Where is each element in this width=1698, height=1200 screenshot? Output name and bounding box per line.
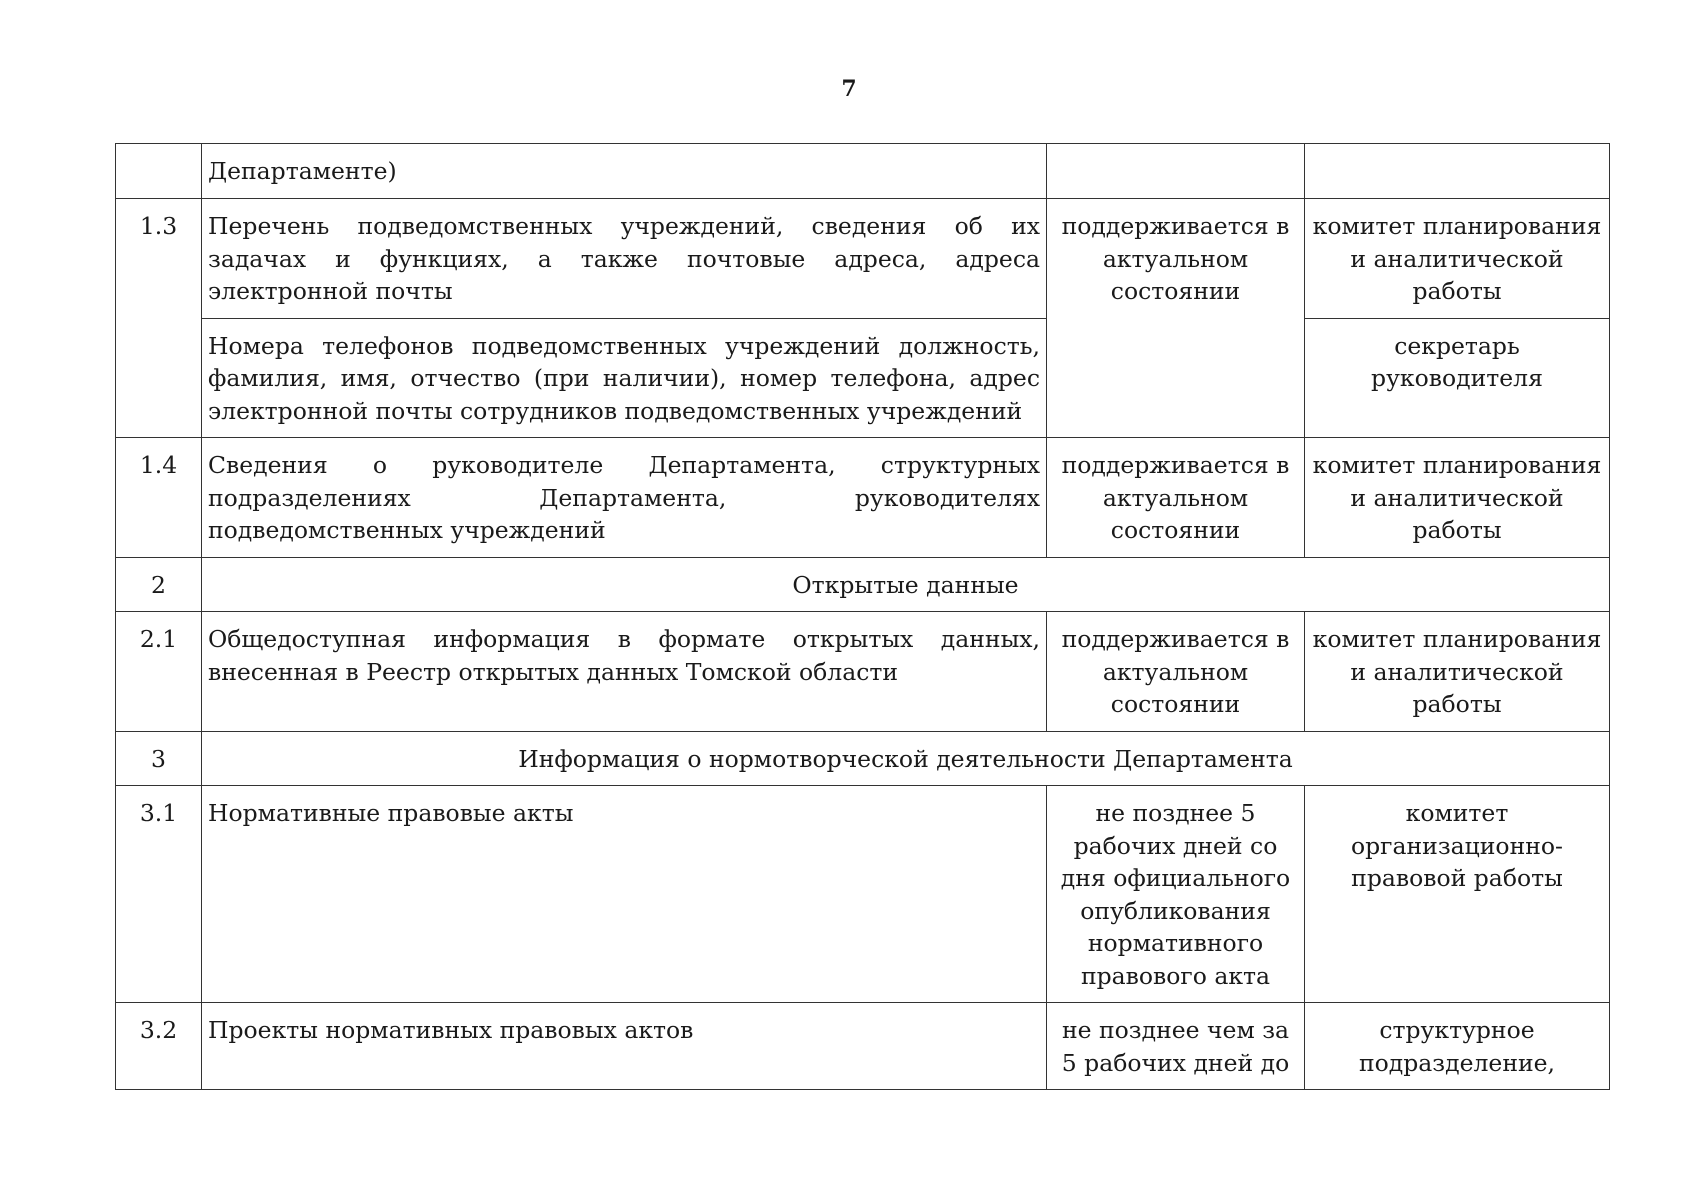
- section-row: [116, 557, 1610, 612]
- row-responsible: комитет планирования и аналитической работы: [1305, 438, 1610, 558]
- section-number: 2: [116, 557, 202, 612]
- row-term: поддерживается в актуальном состоянии: [1047, 438, 1305, 558]
- row-responsible: комитет организационно-правовой работы: [1305, 786, 1610, 1003]
- row-number: 1.3: [116, 199, 202, 438]
- row-term: поддерживается в актуальном состоянии: [1047, 612, 1305, 732]
- row-term: поддерживается в актуальном состоянии: [1047, 199, 1305, 438]
- row-responsible: секретарь руководителя: [1305, 318, 1610, 438]
- row-number: [116, 144, 202, 199]
- table-row: [116, 1003, 1610, 1090]
- row-description: Нормативные правовые акты: [202, 786, 1047, 1003]
- information-table: [115, 143, 1610, 1090]
- section-row: [116, 731, 1610, 786]
- row-number: 3.2: [116, 1003, 202, 1090]
- table-row: [116, 144, 1610, 199]
- row-responsible: комитет планирования и аналитической работы: [1305, 612, 1610, 732]
- row-description: Сведения о руководителе Департамента, структурных подразделениях Департамента, руководителях подведомственных учреждений: [202, 438, 1047, 558]
- section-title: Информация о нормотворческой деятельности Департамента: [202, 731, 1610, 786]
- row-responsible: структурное подразделение,: [1305, 1003, 1610, 1090]
- section-number: 3: [116, 731, 202, 786]
- row-number: 2.1: [116, 612, 202, 732]
- row-number: 3.1: [116, 786, 202, 1003]
- row-description: Проекты нормативных правовых актов: [202, 1003, 1047, 1090]
- table-row: [116, 612, 1610, 732]
- row-description: Общедоступная информация в формате открытых данных, внесенная в Реестр открытых данных Томской области: [202, 612, 1047, 732]
- table-row: [116, 786, 1610, 1003]
- row-description: Перечень подведомственных учреждений, сведения об их задачах и функциях, а также почтовые адреса, адреса электронной почты: [202, 199, 1047, 319]
- table-row: [116, 199, 1610, 319]
- section-title: Открытые данные: [202, 557, 1610, 612]
- row-responsible: [1305, 144, 1610, 199]
- row-term: не позднее 5 рабочих дней со дня официального опубликования нормативного правового акта: [1047, 786, 1305, 1003]
- row-term: [1047, 144, 1305, 199]
- row-description: Департаменте): [202, 144, 1047, 199]
- row-responsible: комитет планирования и аналитической работы: [1305, 199, 1610, 319]
- row-description: Номера телефонов подведомственных учреждений должность, фамилия, имя, отчество (при наличии), номер телефона, адрес электронной почты сотрудников подведомственных учреждений: [202, 318, 1047, 438]
- page-number: 7: [841, 76, 857, 102]
- row-number: 1.4: [116, 438, 202, 558]
- table-row: [116, 318, 1610, 438]
- table-row: [116, 438, 1610, 558]
- row-term: не позднее чем за 5 рабочих дней до: [1047, 1003, 1305, 1090]
